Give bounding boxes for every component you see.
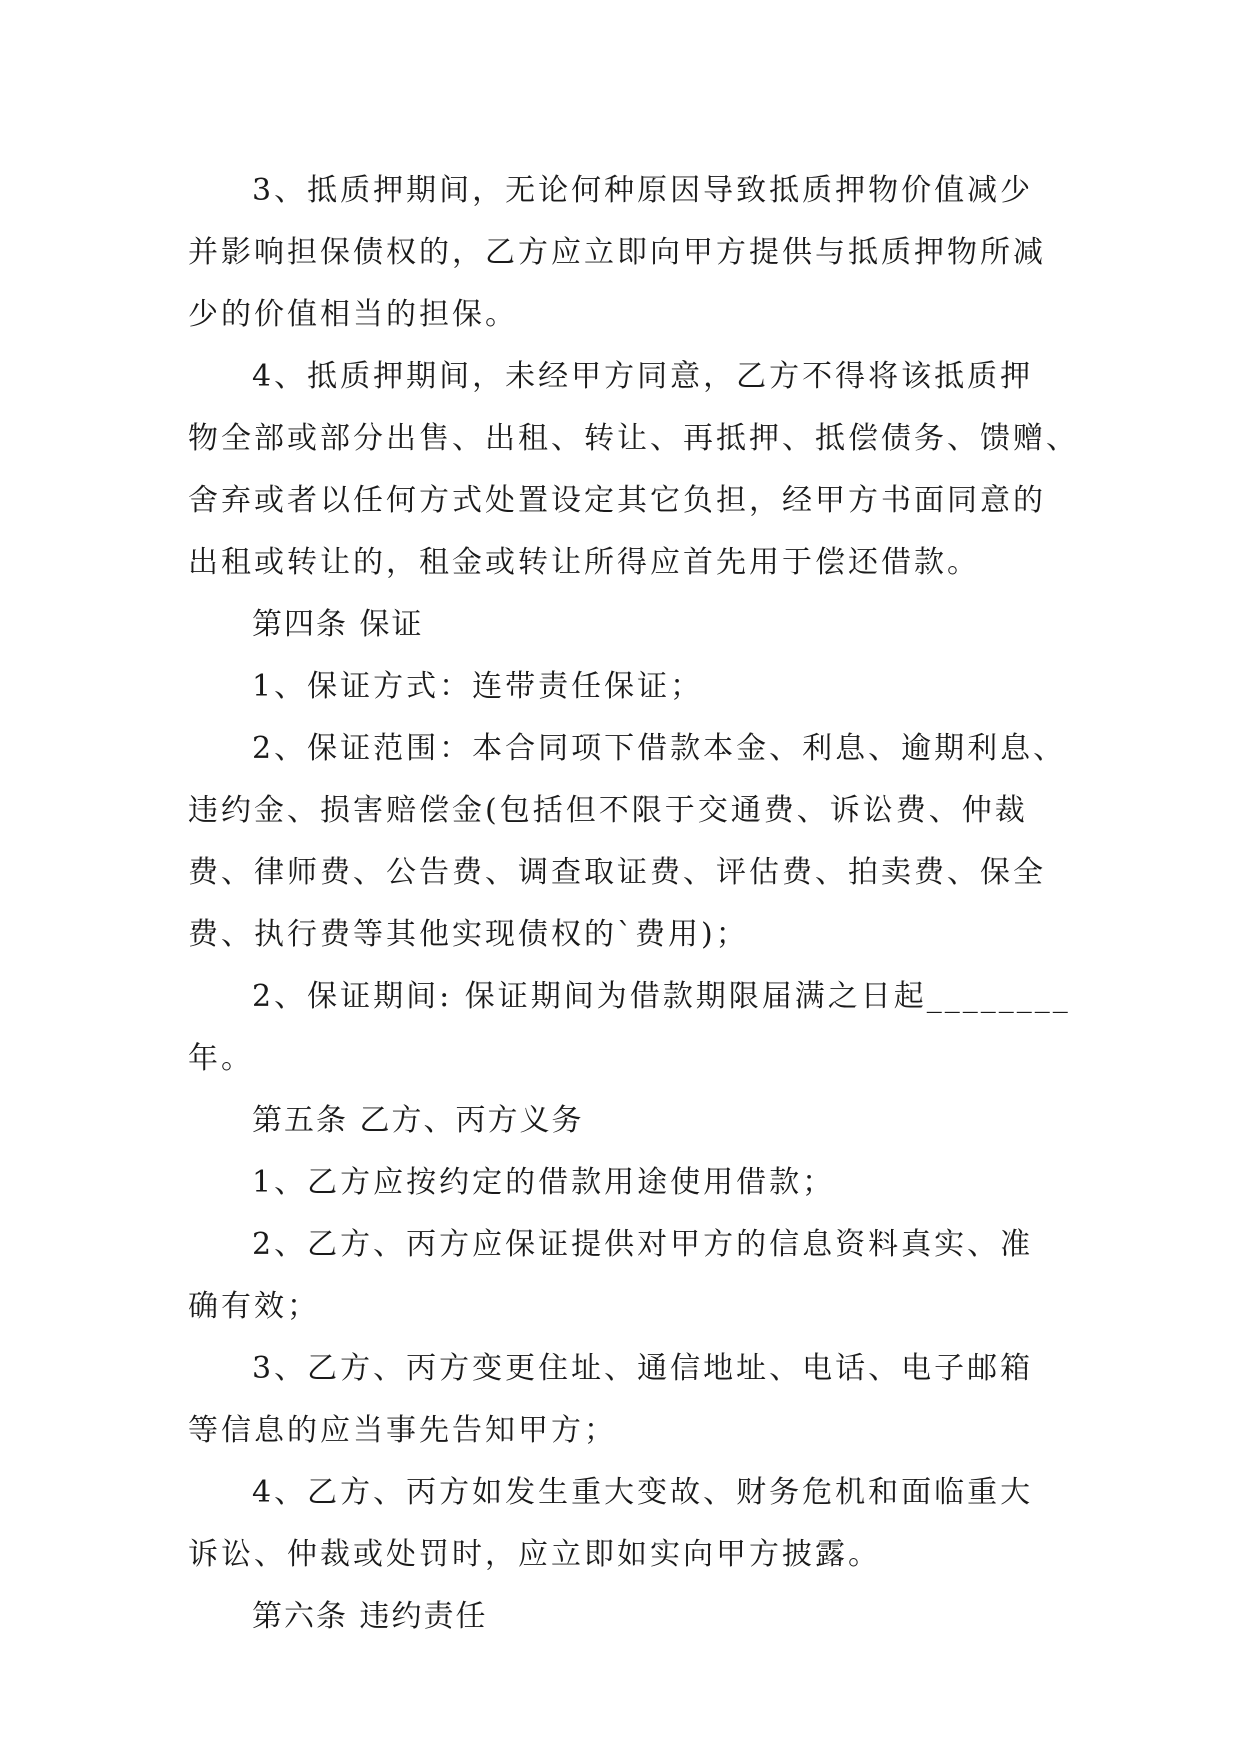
text-line: 1、乙方应按约定的借款用途使用借款； <box>252 1165 836 1200</box>
text-line: 确有效； <box>188 1289 320 1324</box>
text-line: 2、保证期间: 保证期间为借款期限届满之日起________ <box>252 979 1071 1014</box>
text-line: 费、执行费等其他实现债权的`费用)； <box>188 917 749 952</box>
text-line: 物全部或部分出售、出租、转让、再抵押、抵偿债务、馈赠、 <box>188 421 1079 456</box>
section-heading: 第六条 违约责任 <box>252 1599 488 1634</box>
text-line: 费、律师费、公告费、调查取证费、评估费、拍卖费、保全 <box>188 855 1046 890</box>
text-line: 年。 <box>188 1041 254 1076</box>
text-line: 3、抵质押期间，无论何种原因导致抵质押物价值减少 <box>252 173 1034 208</box>
text-line: 等信息的应当事先告知甲方； <box>188 1413 617 1448</box>
section-heading: 第五条 乙方、丙方义务 <box>252 1103 584 1138</box>
text-line: 违约金、损害赔偿金(包括但不限于交通费、诉讼费、仲裁 <box>188 793 1028 828</box>
document-body <box>188 160 1079 1648</box>
text-line: 诉讼、仲裁或处罚时，应立即如实向甲方披露。 <box>188 1537 881 1572</box>
text-line: 并影响担保债权的，乙方应立即向甲方提供与抵质押物所减 <box>188 235 1046 270</box>
text-line: 2、保证范围：本合同项下借款本金、利息、逾期利息、 <box>252 731 1067 766</box>
text-line: 4、抵质押期间，未经甲方同意，乙方不得将该抵质押 <box>252 359 1034 394</box>
text-line: 4、乙方、丙方如发生重大变故、财务危机和面临重大 <box>252 1475 1034 1510</box>
text-line: 少的价值相当的担保。 <box>188 297 518 332</box>
text-line: 舍弃或者以任何方式处置设定其它负担，经甲方书面同意的 <box>188 483 1046 518</box>
text-line: 出租或转让的，租金或转让所得应首先用于偿还借款。 <box>188 545 980 580</box>
text-line: 3、乙方、丙方变更住址、通信地址、电话、电子邮箱 <box>252 1351 1034 1386</box>
text-line: 1、保证方式：连带责任保证； <box>252 669 704 704</box>
section-heading: 第四条 保证 <box>252 607 424 642</box>
text-line: 2、乙方、丙方应保证提供对甲方的信息资料真实、准 <box>252 1227 1034 1262</box>
